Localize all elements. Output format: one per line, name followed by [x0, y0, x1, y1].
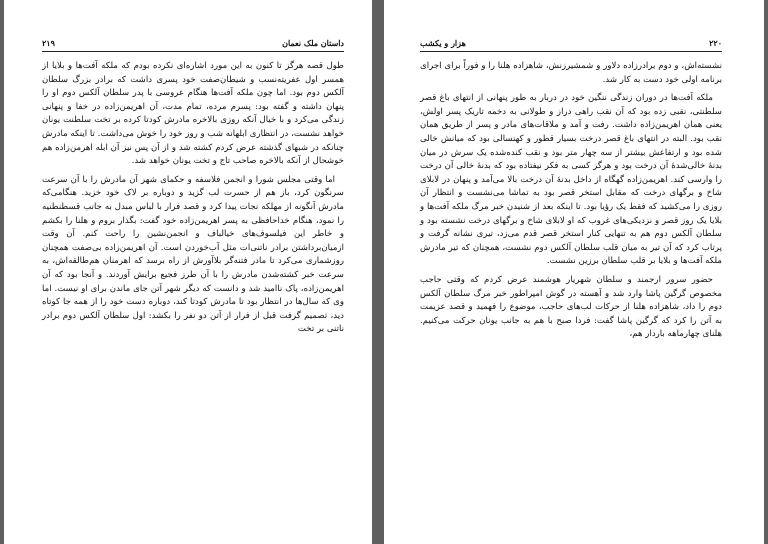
paragraph: طول قصه هرگز تا کنون به این مورد اشاره‌ای نکرده بودم که ملکه آفت‌ها و بلایا از همسر اول عفریته‌نسب و شیطان‌صفت خود پسری داشت که برادر بزرگ سلطان آلکس دوم بود. اما چون ملکه آفت‌ها هنگام عروسی با پدر سلطان آلکس دوم او را پنهان داشته و گفته بود: پسرم مرده، تمام مدت، آن اهریمن‌زاده در خفا و پنهانی زندگی می‌کرد و با خیال آنکه روزی بالاخره مادرش کودتا کرده بر تخت سلطنت یونان خواهد نشست، در انتظاری ابلهانه شب و روز خود را خوش می‌داشت. تا اینکه مادرش چنانکه در شبهای گذشته عرض کردم کشته شد و از آن پس نیز آن ابله اهرمن‌زاده هم خوشحال از آنکه بالاخره صاحب تاج و تخت یونان خواهد شد. — [42, 61, 344, 167]
paragraph: ملکه آفت‌ها در دوران زندگی ننگین خود در دربار به طور پنهانی از انتهای باغ قصر سلطنتی، نقبی زده بود که آن نقب راهی دراز و طولانی به دخمه تاریک پسر اولش، یعنی همان اهریمن‌زاده داشت. رفت و آمد و ملاقات‌های مادر و پسر از طریق همان نقب بود. البته در انتهای باغ قصر درخت بسیار قطور و کهنسالی بود که میانش خالی شده بود و ارتفاعش بیشتر از سه چهار متر بود و نقب کنده‌شده یک سرش در میان بدنهٔ خالی‌شدهٔ آن درخت بود و هرگز کسی به فکر نیفتاده بود که بدنهٔ خالی آن درخت را وارسی کند. اهریمن‌زاده گهگاه از داخل بدنهٔ آن درخت بالا می‌آمد و پنهان در لابلای شاخ و برگهای درخت که مقابل استخر قصر بود به تماشا می‌نشست و انتظار آن روزی را می‌کشید که فقط یک رؤیا بود. تا اینکه بعد از شنیدن خبر مرگ ملکه آفت‌ها و بلایا یک روز قصر و نزدیکی‌های غروب که او لابلای شاخ و برگهای درخت نشسته بود و سلطان آلکس دوم هم به تنهایی کنار استخر قصر قدم می‌زد، تیری نشانه گرفت و پرتاب کرد که آن تیر به میان قلب سلطان آلکس دوم نشست، همچنان که تیر مادرش ملکه آفت‌ها و بلایا بر قلب سلطان برزین نشست. — [420, 93, 722, 267]
paragraph: اما وقتی مجلس شورا و انجمن فلاسفه و حکمای شهر آن مادرش را با آن سرعت سرنگون کرد، باز هم از حسرت لب گزید و دوباره بر لاک خود خزید. هنگامی‌که مادرش آنگونه از مهلکه نجات پیدا کرد و قصد فرار با لباس مبدل به جانب قسطنطنیه را نمود، هنگام خداحافظی به پسر اهریمن‌زاده خود گفت: بگذار بروم و هلنا را بکشم و خاطر این فیلسوف‌های خیالباف و انجمن‌نشین را راحت کنم. آن وقت ازمیان‌برداشتن برادر ناتنی‌ات مثل آب‌خوردن است. آن اهریمن‌زاده بی‌صفت همچنان روزشماری می‌کرد تا مادر فتنه‌گر بلاآورش از راه برسد که اهرمنان هم‌طالقه‌اش، به سرعت خبر کشته‌شدن مادرش را با آن طرز فجیع برایش آوردند. و آنجا بود که آن اهریمن‌زاده، پاک ناامید شد و دانست که دیگر شهر آتن جای ماندن برای او نیست. اما وی که سال‌ها در انتظار بود تا مادرش کودتا کند، دوباره دست خود را از همه جا کوتاه دید، تصمیم گرفت قبل از فرار از آتن دو نفر را بکشد: اول سلطان آلکس دوم برادر ناتنی بر تخت — [42, 174, 344, 335]
page-number: ۲۱۹ — [42, 38, 55, 48]
header-rule — [420, 51, 722, 52]
paragraph: نشسته‌اش، و دوم برادرزاده دلاور و شمشیرزنش، شاهزاده هلنا را و فوراً برای اجرای برنامه اولی خود دست به کار شد. — [420, 61, 722, 85]
running-head: داستان ملک نعمان — [282, 38, 344, 48]
right-page-header — [420, 36, 722, 50]
header-rule — [42, 51, 344, 52]
right-page-body — [420, 60, 722, 347]
left-page-header — [42, 36, 344, 50]
right-page — [384, 0, 764, 544]
left-page-body — [42, 60, 344, 342]
paragraph: حضور سرور ارجمند و سلطان شهریار هوشمند عرض کردم که وقتی حاجب مخصوص گرگین پاشا وارد شد و آهسته در گوش امپراطور خبر مرگ سلطان آلکس دوم را داد، شاهزاده هلنا از حرکات لب‌های حاجب، موضوع را فهمید و قصد عزیمت به آتن را کرد که گرگین پاشا گفت: فردا صبح با هم به جانب یونان حرکت می‌کنیم. هلنای چهارماهه باردار هم، — [420, 274, 722, 340]
running-head: هزار و یکشب — [420, 38, 466, 48]
left-page — [4, 0, 372, 544]
page-number: ۲۲۰ — [709, 38, 722, 48]
